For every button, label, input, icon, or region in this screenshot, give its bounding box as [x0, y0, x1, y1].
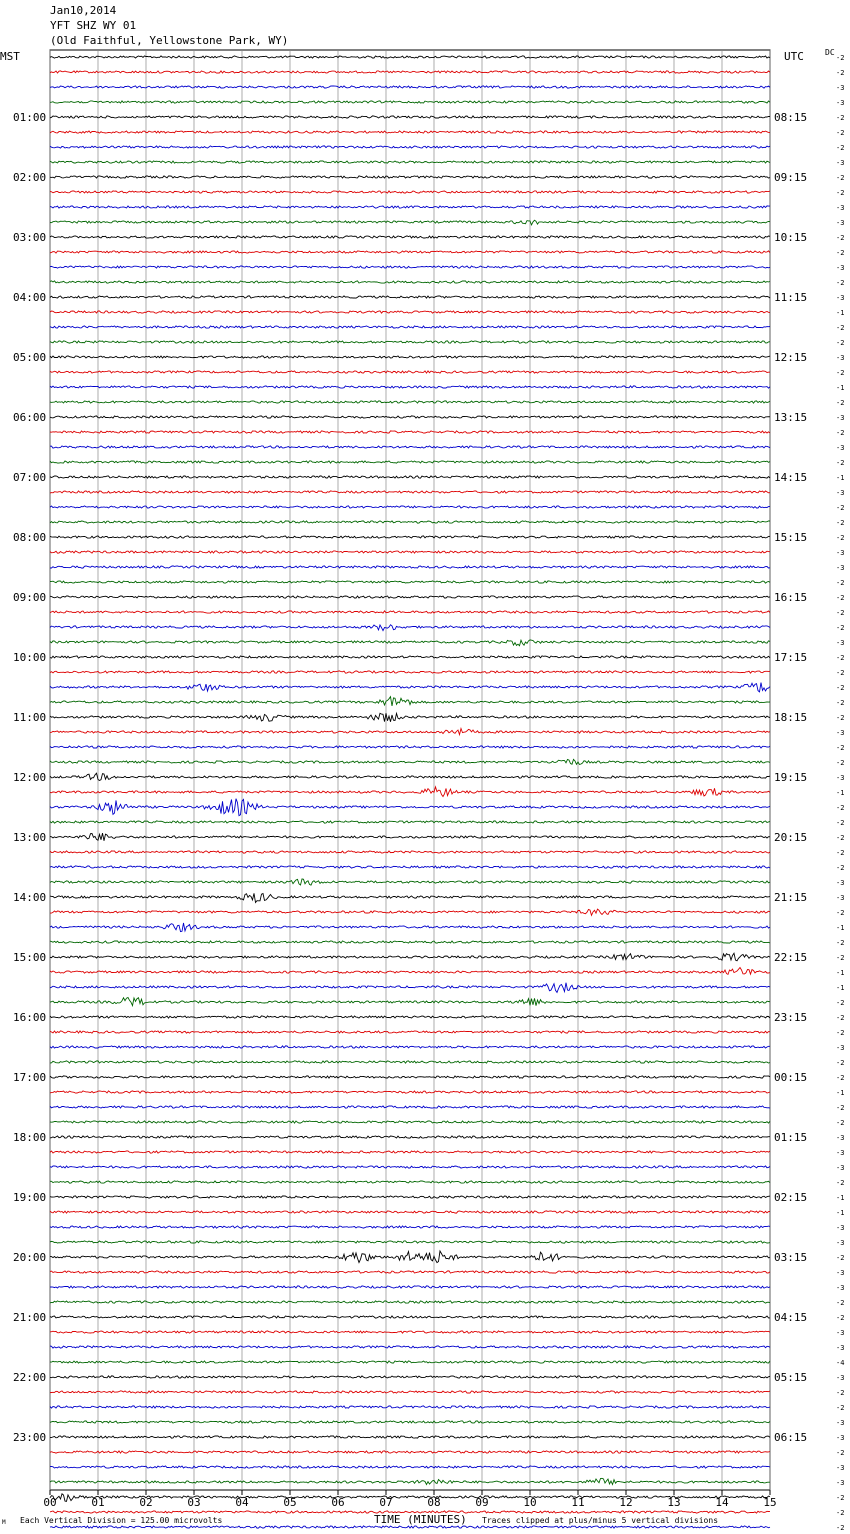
trace-line [50, 521, 770, 523]
dc-offset-value: -2 [836, 849, 845, 857]
x-axis-title: TIME (MINUTES) [374, 1513, 467, 1526]
mst-hour-label: 01:00 [13, 111, 47, 124]
dc-offset-value: -3 [836, 1134, 845, 1142]
utc-hour-label: 13:15 [774, 411, 808, 424]
trace-line [50, 416, 770, 418]
trace-line [50, 1286, 770, 1288]
dc-offset-value: -2 [836, 534, 845, 542]
mst-hour-label: 08:00 [13, 531, 47, 544]
dc-offset-value: -3 [836, 99, 845, 107]
mst-hour-label: 10:00 [13, 651, 47, 664]
trace-line [50, 851, 770, 853]
dc-offset-value: -2 [836, 519, 845, 527]
dc-offset-value: -2 [836, 669, 845, 677]
dc-offset-value: -3 [836, 549, 845, 557]
trace-line [50, 759, 770, 764]
mst-hour-label: 14:00 [13, 891, 47, 904]
mst-hour-label: 17:00 [13, 1071, 47, 1084]
utc-hour-label: 18:15 [774, 711, 808, 724]
x-tick-label: 03 [187, 1496, 201, 1509]
trace-line [50, 625, 770, 631]
mst-hour-label: 11:00 [13, 711, 47, 724]
dc-offset-value: -3 [836, 564, 845, 572]
trace-line [50, 953, 770, 961]
trace-line [50, 536, 770, 538]
trace-line [50, 893, 770, 902]
dc-offset-value: -2 [836, 144, 845, 152]
dc-offset-value: -2 [836, 399, 845, 407]
dc-offset-value: -3 [836, 489, 845, 497]
x-tick-label: 07 [379, 1496, 393, 1509]
trace-line [50, 101, 770, 103]
trace-line [50, 236, 770, 238]
dc-offset-value: -2 [836, 1299, 845, 1307]
clip-note: Traces clipped at plus/minus 5 vertical divisions [482, 1516, 719, 1525]
dc-offset-value: -4 [836, 1359, 845, 1367]
utc-hour-label: 14:15 [774, 471, 808, 484]
dc-offset-value: -2 [836, 684, 845, 692]
plot-date: Jan10,2014 [50, 4, 117, 17]
trace-line [50, 1376, 770, 1378]
dc-offset-value: -2 [836, 234, 845, 242]
dc-offset-value: -3 [836, 1149, 845, 1157]
trace-line [50, 1241, 770, 1243]
dc-offset-value: -3 [836, 1374, 845, 1382]
seismic-traces [50, 56, 770, 1534]
dc-offset-value: -2 [836, 1524, 845, 1532]
trace-line [50, 1316, 770, 1318]
utc-hour-label: 00:15 [774, 1071, 808, 1084]
dc-offset-value: -2 [836, 279, 845, 287]
dc-offset-value: -2 [836, 834, 845, 842]
mst-hour-label: 05:00 [13, 351, 47, 364]
mst-hour-label: 06:00 [13, 411, 47, 424]
dc-offset-value: -3 [836, 1164, 845, 1172]
trace-line [50, 176, 770, 178]
mst-hour-label: 23:00 [13, 1431, 47, 1444]
trace-line [50, 356, 770, 358]
dc-offset-value: -2 [836, 594, 845, 602]
utc-hour-label: 21:15 [774, 891, 808, 904]
dc-offset-value: -3 [836, 1224, 845, 1232]
dc-offset-value: -3 [836, 774, 845, 782]
trace-line [50, 697, 770, 706]
trace-line [50, 266, 770, 268]
dc-offset-value: -3 [836, 894, 845, 902]
utc-hour-label: 10:15 [774, 231, 808, 244]
trace-line [50, 611, 770, 613]
utc-hour-label: 01:15 [774, 1131, 808, 1144]
trace-line [50, 1136, 770, 1138]
trace-line [50, 220, 770, 225]
trace-line [50, 491, 770, 493]
mst-hour-label: 07:00 [13, 471, 47, 484]
corner-mark: M [2, 1519, 6, 1526]
x-tick-label: 13 [667, 1496, 681, 1509]
trace-line [50, 341, 770, 343]
dc-offset-value: -3 [836, 219, 845, 227]
trace-line [50, 386, 770, 388]
trace-line [50, 191, 770, 193]
trace-line [50, 746, 770, 748]
dc-offset-value: -3 [836, 84, 845, 92]
trace-line [50, 371, 770, 373]
trace-line [50, 1436, 770, 1438]
dc-offset-value: -2 [836, 369, 845, 377]
utc-hour-label: 15:15 [774, 531, 808, 544]
dc-offset-value: -3 [836, 1419, 845, 1427]
utc-hour-label: 09:15 [774, 171, 808, 184]
utc-hour-label: 23:15 [774, 1011, 808, 1024]
dc-offset-value: -2 [836, 189, 845, 197]
trace-line [50, 1151, 770, 1153]
dc-offset-value: -3 [836, 729, 845, 737]
dc-offset-value: -3 [836, 1284, 845, 1292]
mst-hour-label: 02:00 [13, 171, 47, 184]
utc-hour-label: 05:15 [774, 1371, 808, 1384]
dc-offset-value: -1 [836, 1209, 845, 1217]
dc-offset-value: -2 [836, 954, 845, 962]
trace-line [50, 281, 770, 283]
dc-offset-value: -3 [836, 1464, 845, 1472]
trace-line [50, 1391, 770, 1393]
trace-line [50, 821, 770, 823]
dc-offset-value: -2 [836, 699, 845, 707]
dc-offset-value: -2 [836, 624, 845, 632]
trace-line [50, 1478, 770, 1484]
dc-offset-value: -2 [836, 864, 845, 872]
dc-offset-value: -1 [836, 384, 845, 392]
dc-offset-value: -2 [836, 324, 845, 332]
dc-offset-value: -3 [836, 1329, 845, 1337]
utc-hour-label: 08:15 [774, 111, 808, 124]
trace-line [50, 551, 770, 553]
trace-line [50, 656, 770, 658]
trace-line [50, 206, 770, 208]
trace-line [50, 683, 770, 692]
trace-line [50, 161, 770, 163]
trace-line [50, 116, 770, 118]
trace-line [50, 983, 770, 993]
dc-offset-value: -2 [836, 1104, 845, 1112]
dc-offset-value: -3 [836, 1269, 845, 1277]
dc-offset-value: -3 [836, 639, 845, 647]
dc-offset-value: -2 [836, 1404, 845, 1412]
trace-line [50, 671, 770, 673]
dc-offset-value: -2 [836, 744, 845, 752]
utc-hour-label: 19:15 [774, 771, 808, 784]
dc-offset-value: -2 [836, 249, 845, 257]
dc-offset-value: -3 [836, 264, 845, 272]
trace-line [50, 866, 770, 868]
mst-hour-label: 03:00 [13, 231, 47, 244]
dc-offset-value: -2 [836, 1059, 845, 1067]
mst-hour-label: 21:00 [13, 1311, 47, 1324]
dc-offset-value: -2 [836, 1119, 845, 1127]
trace-line [50, 1016, 770, 1018]
trace-line [50, 1301, 770, 1303]
trace-line [50, 401, 770, 403]
x-tick-label: 04 [235, 1496, 249, 1509]
dc-offset-value: -2 [836, 999, 845, 1007]
trace-line [50, 799, 770, 816]
trace-line [50, 1526, 770, 1528]
trace-line [50, 1061, 770, 1063]
dc-offset-value: -1 [836, 984, 845, 992]
dc-offset-value: -2 [836, 54, 845, 62]
x-tick-label: 10 [523, 1496, 537, 1509]
dc-offset-value: -2 [836, 759, 845, 767]
trace-line [50, 1046, 770, 1048]
dc-offset-value: -2 [836, 504, 845, 512]
utc-hour-label: 06:15 [774, 1431, 808, 1444]
dc-offset-value: -2 [836, 1029, 845, 1037]
station-location: (Old Faithful, Yellowstone Park, WY) [50, 34, 289, 47]
mst-hour-label: 13:00 [13, 831, 47, 844]
dc-offset-value: -1 [836, 969, 845, 977]
dc-offset-value: -1 [836, 789, 845, 797]
trace-line [50, 146, 770, 148]
dc-offset-value: -2 [836, 1254, 845, 1262]
utc-hour-label: 16:15 [774, 591, 808, 604]
dc-offset-value: -2 [836, 819, 845, 827]
trace-line [50, 941, 770, 943]
dc-offset-value: -3 [836, 159, 845, 167]
x-tick-label: 01 [91, 1496, 105, 1509]
x-tick-label: 08 [427, 1496, 441, 1509]
dc-offset-value: -3 [836, 294, 845, 302]
trace-line [50, 1196, 770, 1198]
mst-hour-label: 12:00 [13, 771, 47, 784]
dc-offset-value: -3 [836, 444, 845, 452]
dc-offset-value: -2 [836, 429, 845, 437]
dc-offset-value: -2 [836, 909, 845, 917]
dc-offset-value: -2 [836, 609, 845, 617]
dc-offset-value: -3 [836, 1434, 845, 1442]
trace-line [50, 476, 770, 478]
dc-offset-value: -2 [836, 1509, 845, 1517]
utc-hour-label: 12:15 [774, 351, 808, 364]
trace-line [50, 1031, 770, 1033]
trace-line [50, 909, 770, 915]
trace-line [50, 1346, 770, 1348]
trace-line [50, 1166, 770, 1168]
dc-offset-value: -3 [836, 1344, 845, 1352]
trace-line [50, 833, 770, 841]
x-tick-label: 00 [43, 1496, 57, 1509]
x-tick-label: 12 [619, 1496, 633, 1509]
utc-label: UTC [784, 50, 804, 63]
utc-hour-label: 02:15 [774, 1191, 808, 1204]
dc-offset-value: -3 [836, 354, 845, 362]
trace-line [50, 1451, 770, 1453]
trace-line [50, 86, 770, 88]
dc-offset-value: -1 [836, 924, 845, 932]
trace-line [50, 566, 770, 568]
trace-line [50, 56, 770, 58]
utc-hour-label: 11:15 [774, 291, 808, 304]
utc-hour-label: 20:15 [774, 831, 808, 844]
dc-offset-value: -2 [836, 1494, 845, 1502]
trace-line [50, 431, 770, 433]
dc-offset-value: -1 [836, 1089, 845, 1097]
trace-line [50, 251, 770, 253]
dc-offset-value: -2 [836, 579, 845, 587]
mst-hour-label: 04:00 [13, 291, 47, 304]
dc-offset-value: -2 [836, 459, 845, 467]
mst-hour-label: 19:00 [13, 1191, 47, 1204]
x-tick-label: 11 [571, 1496, 585, 1509]
trace-line [50, 640, 770, 646]
trace-line [50, 729, 770, 735]
mst-hour-label: 16:00 [13, 1011, 47, 1024]
dc-offset-value: -3 [836, 1479, 845, 1487]
x-tick-label: 15 [763, 1496, 777, 1509]
trace-line [50, 713, 770, 722]
trace-line [50, 311, 770, 313]
mst-hour-label: 20:00 [13, 1251, 47, 1264]
trace-line [50, 506, 770, 508]
mst-hour-label: 09:00 [13, 591, 47, 604]
dc-offset-value: -2 [836, 69, 845, 77]
trace-line [50, 1091, 770, 1093]
dc-offset-value: -2 [836, 1314, 845, 1322]
utc-hour-label: 03:15 [774, 1251, 808, 1264]
scale-note: Each Vertical Division = 125.00 microvolts [20, 1516, 223, 1525]
trace-line [50, 581, 770, 583]
trace-line [50, 923, 770, 932]
trace-line [50, 71, 770, 73]
x-tick-label: 06 [331, 1496, 345, 1509]
dc-offset-value: -2 [836, 1014, 845, 1022]
dc-offset-value: -3 [836, 879, 845, 887]
x-tick-label: 09 [475, 1496, 489, 1509]
dc-offset-value: -2 [836, 714, 845, 722]
dc-offset-value: -2 [836, 654, 845, 662]
dc-offset-value: -2 [836, 1179, 845, 1187]
dc-offset-value: -3 [836, 414, 845, 422]
mst-hour-label: 22:00 [13, 1371, 47, 1384]
dc-offset-value: -2 [836, 339, 845, 347]
dc-offset-value: -2 [836, 129, 845, 137]
trace-line [50, 1406, 770, 1408]
utc-hour-label: 04:15 [774, 1311, 808, 1324]
dc-offset-value: -1 [836, 309, 845, 317]
dc-offset-value: -2 [836, 1074, 845, 1082]
dc-offset-value: -2 [836, 939, 845, 947]
trace-line [50, 968, 770, 975]
trace-line [50, 787, 770, 797]
dc-offset-value: -2 [836, 174, 845, 182]
trace-line [50, 1421, 770, 1423]
utc-hour-label: 17:15 [774, 651, 808, 664]
x-tick-label: 02 [139, 1496, 153, 1509]
trace-line [50, 1181, 770, 1183]
trace-line [50, 326, 770, 328]
trace-line [50, 998, 770, 1006]
trace-line [50, 1121, 770, 1123]
dc-offset-value: -2 [836, 114, 845, 122]
utc-hour-label: 22:15 [774, 951, 808, 964]
trace-line [50, 879, 770, 885]
dc-label: DC [825, 48, 835, 57]
dc-offset-value: -2 [836, 1389, 845, 1397]
trace-line [50, 461, 770, 463]
trace-line [50, 596, 770, 598]
mst-label: MST [0, 50, 20, 63]
trace-line [50, 1106, 770, 1108]
dc-offset-value: -3 [836, 204, 845, 212]
trace-line [50, 1226, 770, 1228]
mst-hour-label: 18:00 [13, 1131, 47, 1144]
x-tick-label: 14 [715, 1496, 729, 1509]
trace-line [50, 1271, 770, 1273]
trace-line [50, 1076, 770, 1078]
trace-line [50, 446, 770, 448]
mst-hour-label: 15:00 [13, 951, 47, 964]
dc-offset-value: -2 [836, 1449, 845, 1457]
trace-line [50, 1466, 770, 1468]
trace-line [50, 1494, 770, 1502]
trace-line [50, 1251, 770, 1263]
dc-offset-value: -3 [836, 1239, 845, 1247]
x-tick-label: 05 [283, 1496, 297, 1509]
trace-line [50, 296, 770, 298]
trace-line [50, 1211, 770, 1213]
trace-line [50, 773, 770, 780]
dc-offset-value: -1 [836, 1194, 845, 1202]
dc-offset-value: -1 [836, 474, 845, 482]
trace-line [50, 131, 770, 133]
trace-line [50, 1361, 770, 1363]
trace-line [50, 1331, 770, 1333]
dc-offset-value: -3 [836, 1044, 845, 1052]
dc-offset-value: -2 [836, 804, 845, 812]
station-code: YFT SHZ WY 01 [50, 19, 137, 32]
